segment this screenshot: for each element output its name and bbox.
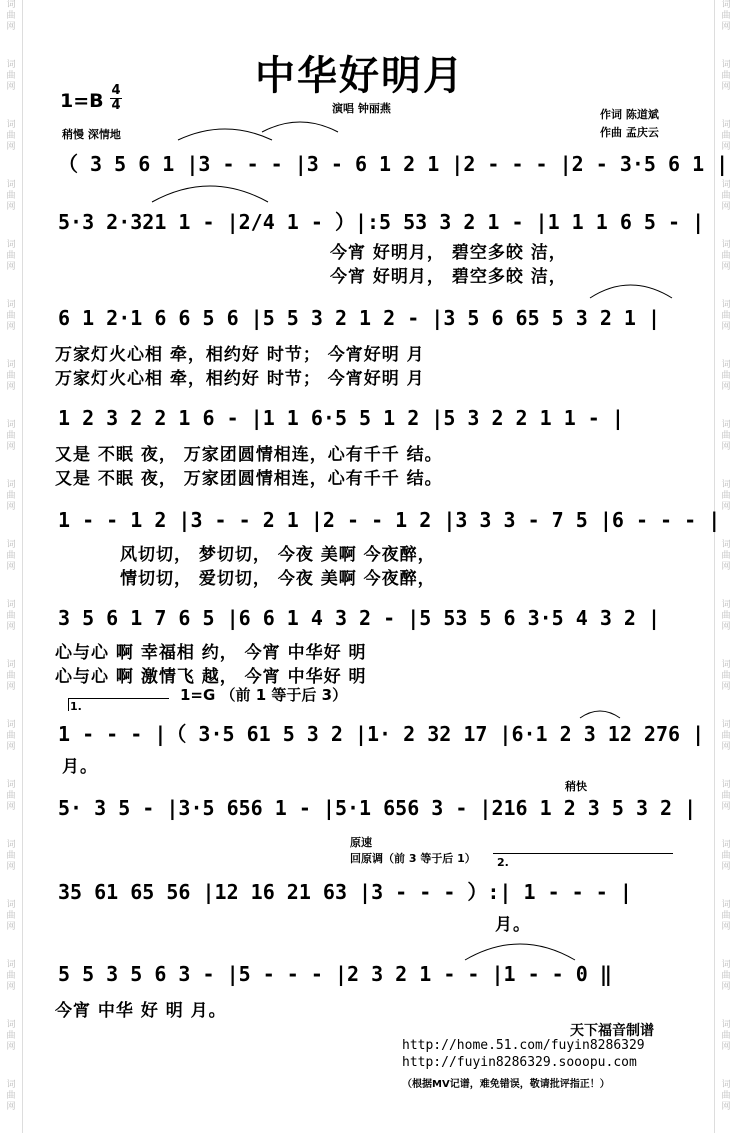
watermark-text: 词 曲 网 xyxy=(721,900,731,932)
lyric-row-6-verse-1: 心与心 啊 幸福相 约， 今宵 中华好 明 xyxy=(55,643,367,663)
watermark-text: 词 曲 网 xyxy=(6,1080,16,1112)
slur xyxy=(178,129,272,140)
score-row-9: 35 61 65 56 |12 16 21 63 |3 - - - ）:| 1 - - - | xyxy=(58,880,632,904)
watermark-text: 词 曲 网 xyxy=(721,240,731,272)
tempo-original: 原速 xyxy=(350,836,372,849)
footer-url-2[interactable]: http://fuyin8286329.sooopu.com xyxy=(402,1055,637,1070)
watermark-text: 词 曲 网 xyxy=(6,120,16,152)
watermark-text: 词 曲 网 xyxy=(6,960,16,992)
tempo-marking: 稍慢 深情地 xyxy=(62,128,121,141)
lyric-row-7: 月。 xyxy=(62,757,98,777)
lyric-row-5-verse-2: 情切切， 爱切切， 今夜 美啊 今夜醉， xyxy=(120,569,436,589)
watermark-text: 词 曲 网 xyxy=(6,420,16,452)
watermark-text: 词 曲 网 xyxy=(6,300,16,332)
watermark-text: 词 曲 网 xyxy=(721,1020,731,1052)
lyric-row-2-verse-1: 今宵 好明月， 碧空多皎 洁， xyxy=(330,243,567,263)
score-row-4: 1 2 3 2 2 1 6 - |1 1 6·5 5 1 2 |5 3 2 2 1 1 - | xyxy=(58,406,624,430)
slur xyxy=(590,285,672,298)
watermark-text: 词 曲 网 xyxy=(721,360,731,392)
lyric-row-3-verse-2: 万家灯火心相 牵，相约好 时节； 今宵好明 月 xyxy=(55,369,425,389)
lyric-row-2-verse-2: 今宵 好明月， 碧空多皎 洁， xyxy=(330,267,567,287)
watermark-text: 词 曲 网 xyxy=(6,660,16,692)
slur xyxy=(262,122,338,132)
watermark-text: 词 曲 网 xyxy=(6,360,16,392)
slur xyxy=(152,186,268,202)
score-row-1: （ 3 5 6 1 |3 - - - |3 - 6 1 2 1 |2 - - - |2 - 3·5 6 1 | xyxy=(58,152,729,176)
watermark-text: 词 曲 网 xyxy=(721,780,731,812)
watermark-text: 词 曲 网 xyxy=(721,660,731,692)
watermark-text: 词 曲 网 xyxy=(6,60,16,92)
watermark-text: 词 曲 网 xyxy=(6,180,16,212)
score-row-3: 6 1 2·1 6 6 5 6 |5 5 3 2 1 2 - |3 5 6 65 5 3 2 1 | xyxy=(58,306,661,330)
watermark-text: 词 曲 网 xyxy=(6,1020,16,1052)
lyric-row-4-verse-1: 又是 不眠 夜， 万家团圆情相连，心有千千 结。 xyxy=(55,445,443,465)
return-key-marking: 回原调（前 3 等于后 1） xyxy=(350,852,476,865)
watermark-text: 词 曲 网 xyxy=(721,480,731,512)
volta-1-label: 1. xyxy=(70,700,82,713)
watermark-text: 词 曲 网 xyxy=(6,480,16,512)
score-row-8: 5· 3 5 - |3·5 656 1 - |5·1 656 3 - |216 1 2 3 5 3 2 | xyxy=(58,796,697,820)
lyricist-credit: 作词 陈道斌 xyxy=(600,108,659,121)
score-row-2: 5·3 2·321 1 - |2/4 1 - ）|:5 53 3 2 1 - |1 1 1 6 5 - | xyxy=(58,210,705,234)
lyric-row-6-verse-2: 心与心 啊 激情飞 越， 今宵 中华好 明 xyxy=(55,667,367,687)
score-row-10: 5 5 3 5 6 3 - |5 - - - |2 3 2 1 - - |1 - - 0 ‖ xyxy=(58,962,612,986)
watermark-text: 词 曲 网 xyxy=(721,300,731,332)
time-signature: $\frac{4}{4}$ xyxy=(111,83,121,113)
watermark-text: 词 曲 网 xyxy=(721,720,731,752)
watermark-text: 词 曲 网 xyxy=(721,1080,731,1112)
watermark-text: 词 曲 网 xyxy=(6,0,16,32)
lyric-row-9: 月。 xyxy=(495,915,531,935)
watermark-text: 词 曲 网 xyxy=(6,840,16,872)
watermark-text: 词 曲 网 xyxy=(721,600,731,632)
watermark-text: 词 曲 网 xyxy=(6,240,16,272)
watermark-text: 词 曲 网 xyxy=(6,780,16,812)
footer-note: （根据MV记谱，难免错误，敬请批评指正！） xyxy=(402,1079,610,1090)
singer-credit: 演唱 钟丽燕 xyxy=(332,102,391,115)
lyric-row-3-verse-1: 万家灯火心相 牵，相约好 时节； 今宵好明 月 xyxy=(55,345,425,365)
watermark-text: 词 曲 网 xyxy=(721,960,731,992)
watermark-text: 词 曲 网 xyxy=(721,840,731,872)
watermark-text: 词 曲 网 xyxy=(721,0,731,32)
watermark-text: 词 曲 网 xyxy=(721,120,731,152)
watermark-text: 词 曲 网 xyxy=(721,540,731,572)
slur xyxy=(465,944,575,960)
watermark-text: 词 曲 网 xyxy=(6,540,16,572)
watermark-text: 词 曲 网 xyxy=(6,900,16,932)
watermark-text: 词 曲 网 xyxy=(721,180,731,212)
score-row-5: 1 - - 1 2 |3 - - 2 1 |2 - - 1 2 |3 3 3 - 7 5 |6 - - - | xyxy=(58,508,721,532)
watermark-text: 词 曲 网 xyxy=(721,420,731,452)
key-signature: 1=B xyxy=(60,90,104,112)
volta-2-label: 2. xyxy=(497,856,509,869)
score-row-7: 1 - - - |（ 3·5 61 5 3 2 |1· 2 32 17 |6·1 2 3 12 276 | xyxy=(58,722,705,746)
footer-maker: 天下福音制谱 xyxy=(570,1023,654,1039)
watermark-text: 词 曲 网 xyxy=(6,720,16,752)
lyric-row-4-verse-2: 又是 不眠 夜， 万家团圆情相连，心有千千 结。 xyxy=(55,469,443,489)
footer-url-1[interactable]: http://home.51.com/fuyin8286329 xyxy=(402,1038,645,1053)
song-title: 中华好明月 xyxy=(255,53,465,99)
score-row-6: 3 5 6 1 7 6 5 |6 6 1 4 3 2 - |5 53 5 6 3·5 4 3 2 | xyxy=(58,606,661,630)
lyric-row-10: 今宵 中华 好 明 月。 xyxy=(55,1001,227,1021)
lyric-row-5-verse-1: 风切切， 梦切切， 今夜 美啊 今夜醉， xyxy=(120,545,436,565)
modulation-marking: 1=G （前 1 等于后 3） xyxy=(180,686,348,704)
tempo-faster: 稍快 xyxy=(565,780,587,793)
slur xyxy=(580,711,620,718)
watermark-text: 词 曲 网 xyxy=(721,60,731,92)
watermark-text: 词 曲 网 xyxy=(6,600,16,632)
composer-credit: 作曲 孟庆云 xyxy=(600,126,659,139)
